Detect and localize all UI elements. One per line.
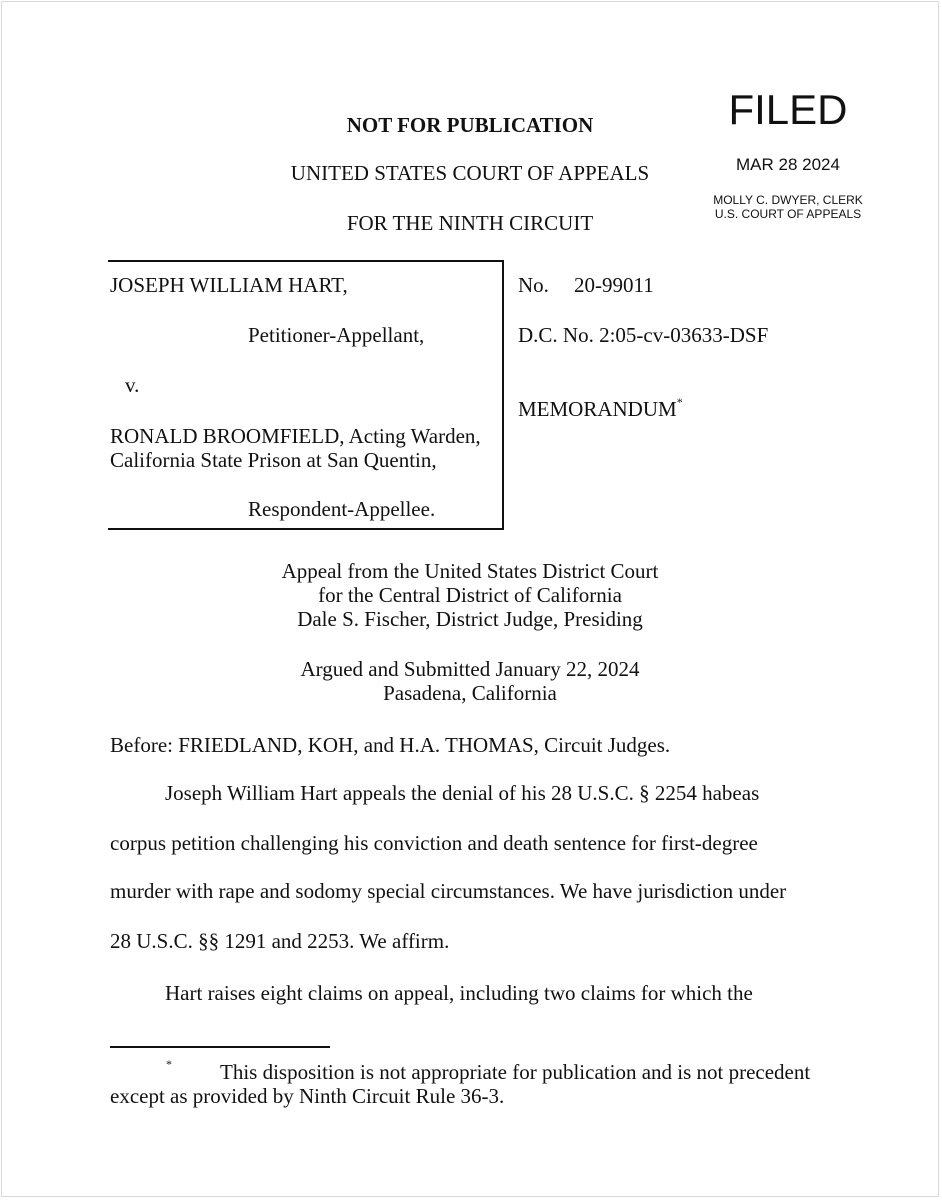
body-line: Joseph William Hart appeals the denial of his 28 U.S.C. § 2254 habeas: [165, 781, 760, 805]
filed-date: MAR 28 2024: [736, 155, 840, 174]
judges-panel: Before: FRIEDLAND, KOH, and H.A. THOMAS, Circuit Judges.: [110, 733, 671, 757]
body-line: Hart raises eight claims on appeal, including two claims for which the: [165, 981, 753, 1005]
circuit-name: FOR THE NINTH CIRCUIT: [346, 211, 594, 235]
petitioner-role: Petitioner-Appellant,: [248, 323, 425, 347]
clerk-name: MOLLY C. DWYER, CLERK: [713, 193, 863, 207]
petitioner-name: JOSEPH WILLIAM HART,: [110, 273, 348, 297]
memorandum-label: [518, 397, 683, 422]
body-line: 28 U.S.C. §§ 1291 and 2253. We affirm.: [110, 929, 450, 953]
appeal-line: for the Central District of California: [318, 583, 622, 607]
footnote-mark: *: [166, 1057, 172, 1071]
respondent-role: Respondent-Appellee.: [248, 497, 436, 521]
footnote-text: This disposition is not appropriate for publication and is not precedent: [220, 1060, 811, 1084]
appeal-line: Appeal from the United States District Court: [281, 559, 659, 583]
body-line: corpus petition challenging his conviction and death sentence for first-degree: [110, 831, 758, 855]
body-line: murder with rape and sodomy special circumstances. We have jurisdiction under: [110, 879, 787, 903]
argued-location: Pasadena, California: [383, 681, 557, 705]
case-number-label: No.: [518, 273, 549, 297]
footnote-reference: *: [676, 395, 683, 409]
case-number: 20-99011: [574, 273, 654, 297]
filed-label: FILED: [728, 86, 848, 133]
respondent-institution: California State Prison at San Quentin,: [110, 448, 437, 472]
clerk-office: U.S. COURT OF APPEALS: [714, 207, 862, 221]
footnote-divider: [110, 1046, 330, 1048]
memorandum-text: MEMORANDUM: [518, 397, 677, 421]
case-caption-box: [108, 260, 504, 530]
footnote-text: except as provided by Ninth Circuit Rule 36-3.: [110, 1084, 505, 1108]
district-court-number: D.C. No. 2:05-cv-03633-DSF: [518, 323, 769, 347]
versus: v.: [125, 373, 140, 397]
publication-status: NOT FOR PUBLICATION: [346, 113, 594, 137]
court-name: UNITED STATES COURT OF APPEALS: [290, 161, 650, 185]
respondent-name: RONALD BROOMFIELD, Acting Warden,: [110, 424, 481, 448]
presiding-judge: Dale S. Fischer, District Judge, Presiding: [297, 607, 643, 631]
argued-date: Argued and Submitted January 22, 2024: [300, 657, 640, 681]
